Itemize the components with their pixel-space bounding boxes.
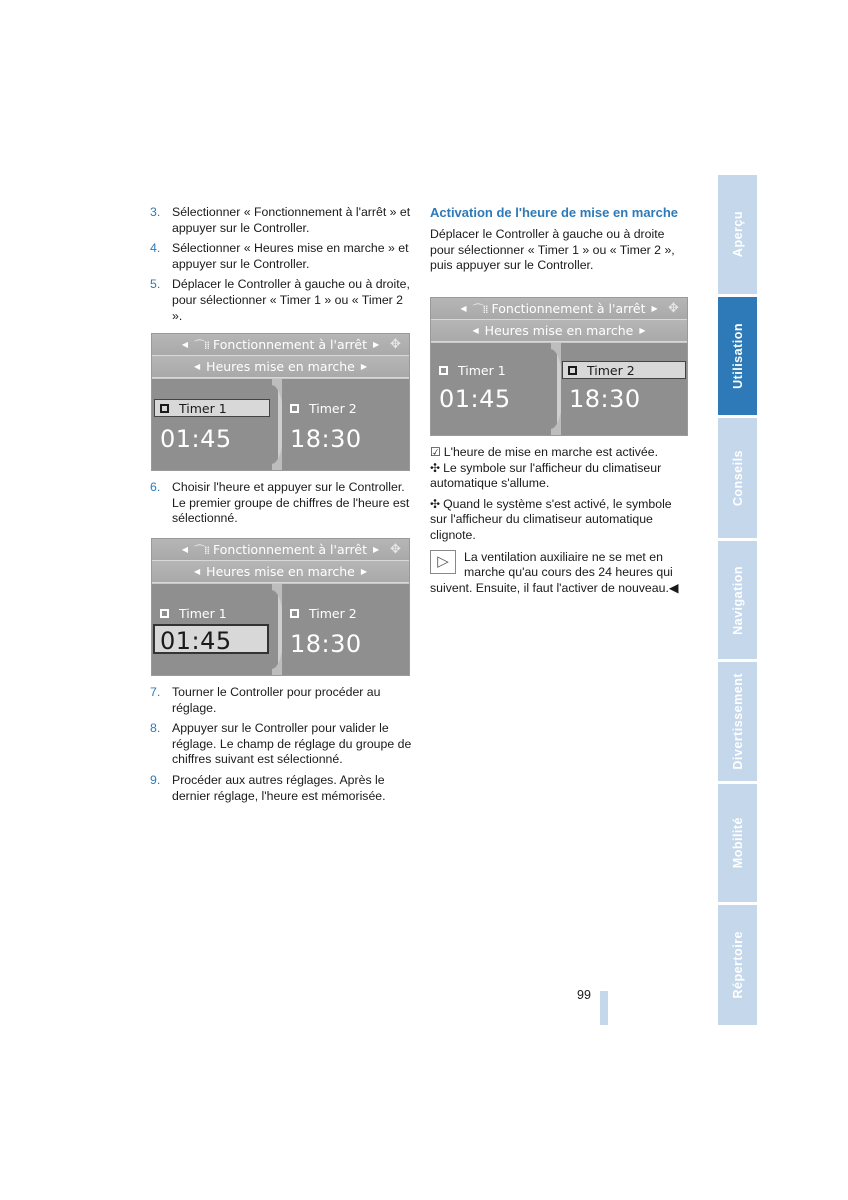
screen-body <box>152 379 409 470</box>
right-arrow-icon: ▶ <box>373 545 380 554</box>
status-paragraph-1: ☑ L'heure de mise en marche est activée. <box>430 445 659 459</box>
tab-4[interactable] <box>718 541 757 659</box>
step-text: Sélectionner « Heures mise en marche » et appuyer sur le Controller. <box>172 241 409 271</box>
right-column <box>430 205 692 279</box>
right-arrow-icon: ▶ <box>360 362 367 371</box>
step-number: 9. <box>150 772 161 787</box>
tab-label: Conseils <box>730 449 745 507</box>
screen-body <box>431 343 687 435</box>
timer1-panel <box>431 343 557 435</box>
step-text: Sélectionner « Fonctionnement à l'arrêt » et appuyer sur le Controller. <box>172 205 411 235</box>
left-arrow-icon: ◀ <box>194 362 201 371</box>
left-column-b <box>150 480 412 532</box>
timer2-panel <box>282 379 409 470</box>
timer1-time: 01:45 <box>439 385 511 413</box>
tab-6[interactable] <box>718 784 757 902</box>
fan-icon: ⌒⁞⁞ <box>194 543 209 557</box>
screen-subtitle-bar <box>431 320 687 342</box>
screen-title: Fonctionnement à l'arrêt <box>213 337 367 352</box>
checkbox-icon <box>160 404 169 413</box>
left-column-c <box>150 685 412 809</box>
timer1-label: Timer 1 <box>160 604 231 622</box>
screen-title: Fonctionnement à l'arrêt <box>491 301 646 316</box>
checkbox-icon <box>568 366 577 375</box>
tab-label: Aperçu <box>730 211 745 258</box>
steps-group-c <box>150 685 412 804</box>
timer2-panel <box>561 343 687 435</box>
step-number: 3. <box>150 205 161 219</box>
status-paragraph-3: ✣ Quand le système s'est activé, le symbole sur l'afficheur du climatiseur automatique clignote. <box>430 496 672 542</box>
step-item <box>150 685 412 716</box>
timer1-panel <box>152 584 278 675</box>
screen-title: Fonctionnement à l'arrêt <box>213 542 367 557</box>
checkbox-icon <box>160 609 169 618</box>
left-arrow-icon: ◀ <box>194 567 201 576</box>
note-arrow-icon: ▷ <box>430 550 456 574</box>
timer2-time: 18:30 <box>290 630 362 658</box>
page-number-bar <box>600 991 608 1025</box>
screen-body <box>152 584 409 675</box>
controller-icon: ✥ <box>668 301 679 316</box>
tab-label: Utilisation <box>730 323 745 389</box>
tab-5[interactable] <box>718 662 757 781</box>
check-icon: ☑ <box>430 445 441 459</box>
screen-1 <box>151 333 410 471</box>
timer2-panel <box>282 584 409 675</box>
step-item <box>150 277 412 324</box>
step-text: Procéder aux autres réglages. Après le dernier réglage, l'heure est mémorisée. <box>172 772 386 803</box>
tab-1[interactable] <box>718 175 757 294</box>
step-item <box>150 205 412 236</box>
left-column <box>150 205 412 329</box>
steps-group-a <box>150 205 412 324</box>
screen-title-bar <box>152 334 409 356</box>
right-arrow-icon: ▶ <box>639 326 646 335</box>
step-number: 7. <box>150 685 161 699</box>
steps-group-b <box>150 480 412 527</box>
screen-subtitle: Heures mise en marche <box>206 359 355 374</box>
step-number: 5. <box>150 277 161 292</box>
controller-icon: ✥ <box>390 337 401 352</box>
right-arrow-icon: ▶ <box>373 340 380 349</box>
fan-icon: ✣ <box>430 460 441 475</box>
fan-icon: ✣ <box>430 496 441 511</box>
step-text: Choisir l'heure et appuyer sur le Controller. Le premier groupe de chiffres de l'heure est sélectionné. <box>172 480 410 526</box>
section-heading: Activation de l'heure de mise en marche <box>430 205 679 220</box>
step-number: 8. <box>150 721 161 736</box>
step-number: 4. <box>150 241 161 256</box>
timer2-label: Timer 2 <box>562 361 686 379</box>
timer2-label: Timer 2 <box>290 399 361 417</box>
intro-paragraph: Déplacer le Controller à gauche ou à droite pour sélectionner « Timer 1 » ou « Timer 2 », puis appuyer sur le Controller. <box>430 227 675 273</box>
timer2-time: 18:30 <box>569 385 641 413</box>
screen-subtitle-bar <box>152 356 409 378</box>
checkbox-icon <box>290 609 299 618</box>
timer2-label: Timer 2 <box>290 604 361 622</box>
tab-3[interactable] <box>718 418 757 538</box>
screen-subtitle: Heures mise en marche <box>206 564 355 579</box>
timer1-time: 01:45 <box>160 425 232 453</box>
left-arrow-icon: ◀ <box>460 304 467 313</box>
step-item <box>150 480 412 527</box>
tab-2[interactable] <box>718 297 757 415</box>
tab-label: Répertoire <box>730 931 745 999</box>
timer1-label: Timer 1 <box>154 399 270 417</box>
tab-7[interactable] <box>718 905 757 1025</box>
screen-title-bar <box>431 298 687 320</box>
status-paragraph-2: ✣ Le symbole sur l'afficheur du climatiseur automatique s'allume. <box>430 460 662 491</box>
fan-icon: ⌒⁞⁞ <box>194 338 209 352</box>
checkbox-icon <box>290 404 299 413</box>
tab-label: Mobilité <box>730 817 745 869</box>
controller-icon: ✥ <box>390 542 401 557</box>
step-item <box>150 241 412 272</box>
right-arrow-icon: ▶ <box>651 304 658 313</box>
screen-2 <box>151 538 410 676</box>
step-item <box>150 721 412 768</box>
step-number: 6. <box>150 480 161 494</box>
step-text: Déplacer le Controller à gauche ou à droite, pour sélectionner « Timer 1 » ou « Timer 2 ». <box>172 277 410 323</box>
tab-label: Navigation <box>730 565 745 635</box>
checkbox-icon <box>439 366 448 375</box>
screen-title-bar <box>152 539 409 561</box>
left-arrow-icon: ◀ <box>181 340 188 349</box>
step-text: Tourner le Controller pour procéder au réglage. <box>172 685 381 715</box>
left-arrow-icon: ◀ <box>181 545 188 554</box>
page-number: 99 <box>577 988 591 1002</box>
end-marker-icon: ◀ <box>668 580 679 595</box>
screen-3 <box>430 297 688 436</box>
timer1-label: Timer 1 <box>439 361 510 379</box>
right-column-b <box>430 445 692 601</box>
timer1-time: 01:45 <box>153 624 269 654</box>
timer1-panel <box>152 379 278 470</box>
screen-subtitle-bar <box>152 561 409 583</box>
timer2-time: 18:30 <box>290 425 362 453</box>
fan-icon: ⌒⁞⁞ <box>472 302 488 316</box>
step-text: Appuyer sur le Controller pour valider le réglage. Le champ de réglage du groupe de chiffres suivant est sélectionné. <box>172 721 412 767</box>
right-arrow-icon: ▶ <box>360 567 367 576</box>
note-paragraph: ▷ La ventilation auxiliaire ne se met en marche qu'au cours des 24 heures qui suivent. Ensuite, il faut l'activer de nouveau.◀ <box>430 549 679 595</box>
step-item <box>150 773 412 804</box>
tab-label: Divertissement <box>730 673 745 770</box>
left-arrow-icon: ◀ <box>472 326 479 335</box>
screen-subtitle: Heures mise en marche <box>484 323 634 338</box>
